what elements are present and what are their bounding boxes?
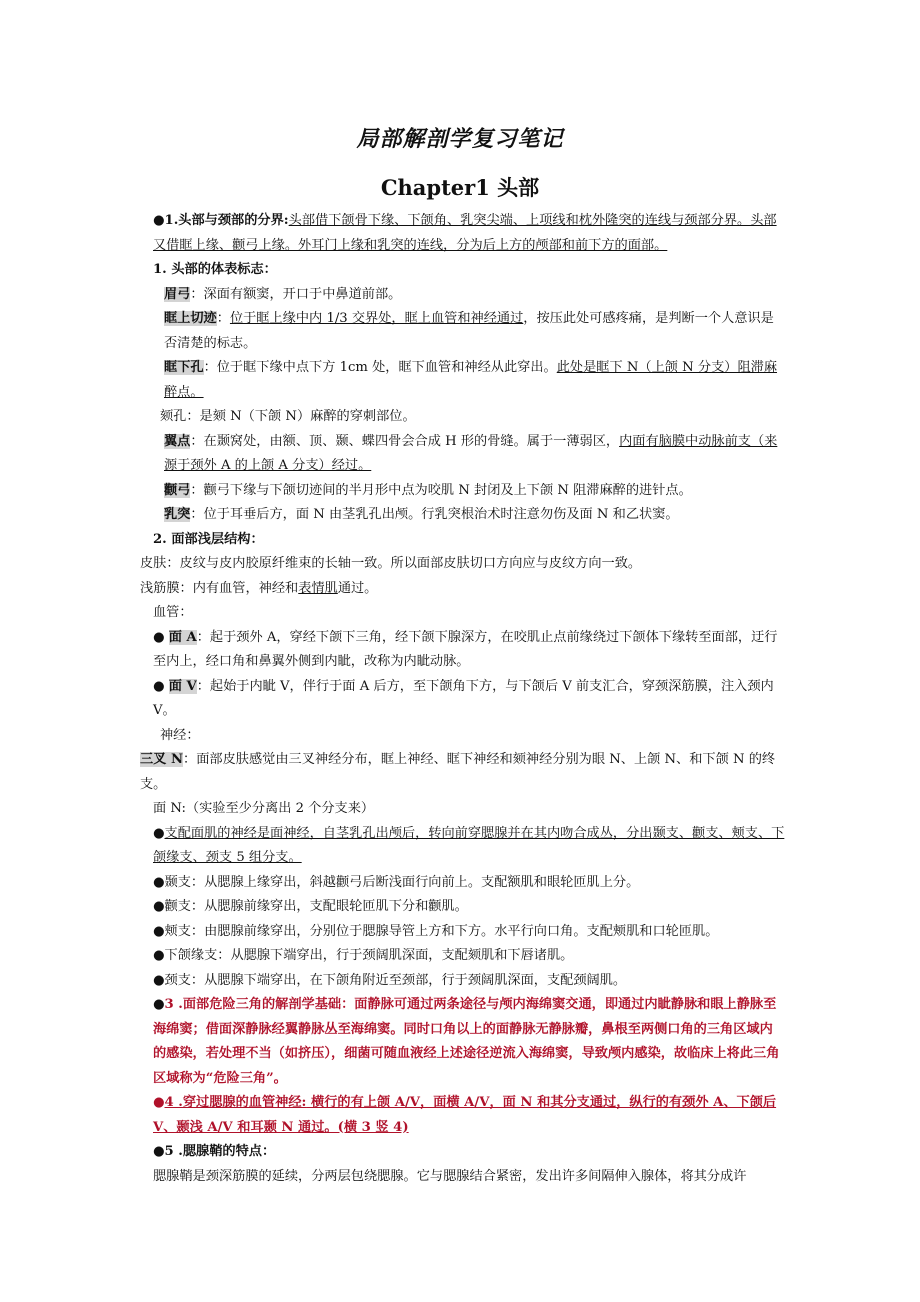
buccal-branch: ●颊支：由腮腺前缘穿出，分别位于腮腺导管上方和下方。水平行向口角。支配颊肌和口轮匝肌。 [153, 923, 719, 939]
section-3-danger-triangle: ●3 .面部危险三角的解剖学基础：面静脉可通过两条途径与颅内海绵窦交通，即通过内眦静脉和眼上静脉至海绵窦；借面深静脉经翼静脉丛至海绵窦。同时口角以上的面静脉无静脉瓣，鼻根至两侧口角的三角区域内的感染，若处理不当（如挤压），细菌可随血液经上述途径逆流入海绵窦，导致颅内感染，故临床上将此三角区域称为“危险三角”。 [153, 997, 780, 1086]
superficial-heading: 2. 面部浅层结构： [153, 531, 264, 547]
skin-paragraph: 皮肤：皮纹与皮内胶原纤维束的长轴一致。所以面部皮肤切口方向应与皮纹方向一致。 [140, 556, 642, 571]
temporal-branch: ●颞支：从腮腺上缘穿出，斜越颧弓后断浅面行向前上。支配额肌和眼轮匝肌上分。 [153, 874, 640, 890]
facial-vein: ● 面 V：起始于内眦 V，伴行于面 A 后方，至下颌角下方，与下颌后 V 前支汇合，穿颈深筋膜，注入颈内 V。 [153, 678, 774, 718]
trigeminal-nerve: 三叉 N：面部皮肤感觉由三叉神经分布，眶上神经、眶下神经和颏神经分别为眼 N、上颌 N、和下颌 N 的终支。 [140, 752, 776, 792]
landmark-zygomatic-arch: 颧弓：颧弓下缘与下颌切迹间的半月形中点为咬肌 N 封闭及上下颌 N 阻滞麻醉的进针点。 [164, 482, 692, 498]
landmark-mastoid: 乳突：位于耳垂后方，面 N 由茎乳孔出颅。行乳突根治术时注意勿伤及面 N 和乙状窦。 [164, 507, 679, 522]
landmark-pterion: 翼点：在颞窝处，由额、顶、颞、蝶四骨会合成 H 形的骨缝。属于一薄弱区，内面有脑膜中动脉前支（来源于颈外 A 的上颌 A 分支）经过。 [164, 433, 778, 473]
document-body [140, 209, 785, 1189]
term-supraorbital: 眶上切迹 [164, 311, 217, 326]
section-1-text: 头部借下颌骨下缘、下颌角、乳突尖端、上项线和枕外隆突的连线与颈部分界。头部又借眶上缘、颧弓上缘。外耳门上缘和乳突的连线，分为后上方的颅部和前下方的面部。 [153, 213, 777, 253]
term-mastoid: 乳突 [164, 507, 191, 522]
term-infraorbital: 眶下孔 [164, 360, 204, 375]
chapter-heading: Chapter1 头部 [380, 175, 540, 200]
facial-nerve-branches: ●支配面肌的神经是面神经，自茎乳孔出颅后，转向前穿腮腺并在其内吻合成丛，分出颞支、颧支、颊支、下颌缘支、颈支 5 组分支。 [153, 825, 785, 865]
term-meigong: 眉弓 [164, 286, 191, 302]
facial-artery: ● 面 A：起于颈外 A，穿经下颌下三角，经下颌下腺深方，在咬肌止点前缘绕过下颌体下缘转至面部，迂行至内上，经口角和鼻翼外侧到内眦，改称为内眦动脉。 [153, 629, 778, 669]
term-facial-vein: 面 V [168, 678, 197, 694]
facial-nerve: 面 N:（实验至少分离出 2 个分支来） [153, 801, 375, 816]
fascia-paragraph: 浅筋膜：内有血管，神经和表情肌通过。 [140, 580, 378, 596]
term-facial-artery: 面 A [168, 629, 197, 645]
landmark-meigong: 眉弓：深面有额窦，开口于中鼻道前部。 [164, 286, 402, 302]
landmark-infraorbital: 眶下孔：位于眶下缘中点下方 1cm 处，眶下血管和神经从此穿出。此处是眶下 N（上颌 N 分支）阻滞麻醉点。 [164, 360, 778, 400]
landmark-mental-foramen: 颏孔：是颏 N（下颌 N）麻醉的穿刺部位。 [160, 409, 416, 424]
section-4-parotid-vessels: ●4 .穿过腮腺的血管神经: 横行的有上颌 A/V，面横 A/V，面 N 和其分支通过，纵行的有颈外 A、下颌后 V、颞浅 A/V 和耳颞 N 通过。(横 3 竖 4) [153, 1095, 777, 1135]
term-trigeminal: 三叉 N [140, 752, 184, 767]
vessels-label: 血管： [153, 605, 193, 620]
zygomatic-branch: ●颧支：从腮腺前缘穿出，支配眼轮匝肌下分和颧肌。 [153, 899, 468, 914]
landmark-supraorbital: 眶上切迹：位于眶上缘中内 1/3 交界处，眶上血管和神经通过，按压此处可感疼痛，是判断一个人意识是否清楚的标志。 [164, 311, 774, 351]
section-1-label: 1.头部与颈部的分界: [164, 213, 289, 228]
term-zygomatic: 颧弓 [164, 482, 191, 498]
section-5-text: 腮腺鞘是颈深筋膜的延续，分两层包绕腮腺。它与腮腺结合紧密，发出许多间隔伸入腺体，将其分成许 [153, 1168, 747, 1184]
section-5-heading: ●5 .腮腺鞘的特点： [153, 1144, 276, 1159]
bullet: ● [153, 213, 165, 228]
document-title: 局部解剖学复习笔记 [356, 126, 564, 152]
nerves-label: 神经： [160, 727, 200, 743]
mandibular-branch: ●下颌缘支：从腮腺下端穿出，行于颈阔肌深面，支配颏肌和下唇诸肌。 [153, 948, 574, 963]
cervical-branch: ●颈支：从腮腺下端穿出，在下颌角附近至颈部，行于颈阔肌深面，支配颈阔肌。 [153, 972, 627, 988]
term-pterion: 翼点 [164, 433, 191, 449]
section-1-boundary [140, 209, 785, 258]
landmarks-heading: 1. 头部的体表标志： [153, 262, 277, 277]
